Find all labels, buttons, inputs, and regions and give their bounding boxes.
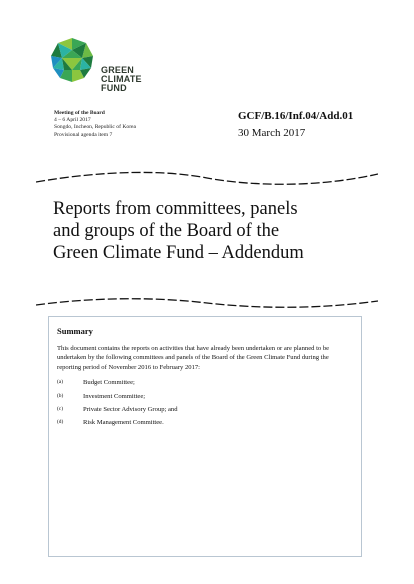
summary-text: This document contains the reports on activities that have already been undertaken or are planned to be undertaken by the following committees and panels of the Board of the Green Climate Fund during the reporting period of November 2016 to February 2017: <box>57 345 330 371</box>
title-line: and groups of the Board of the <box>53 221 280 241</box>
list-label: Budget Committee; <box>83 379 135 387</box>
agenda-item: Provisional agenda item 7 <box>54 131 113 138</box>
list-item <box>57 392 353 401</box>
meeting-dates: 4 – 6 April 2017 <box>54 117 91 124</box>
decorative-curve-bottom <box>36 293 378 313</box>
list-label: Investment Committee; <box>83 392 146 400</box>
list-marker: (c) <box>57 406 63 413</box>
list-item <box>57 418 353 427</box>
document-date: 30 March 2017 <box>238 127 306 139</box>
title-line: Reports from committees, panels <box>53 199 298 219</box>
document-id: GCF/B.16/Inf.04/Add.01 <box>238 110 354 122</box>
green-globe-icon <box>48 36 96 84</box>
list-marker: (d) <box>57 419 64 426</box>
list-item <box>57 378 353 387</box>
title-line: Green Climate Fund – Addendum <box>53 243 304 263</box>
meeting-location: Songdo, Incheon, Republic of Korea <box>54 124 137 131</box>
list-label: Private Sector Advisory Group; and <box>83 406 178 414</box>
logo-wordmark <box>101 66 142 93</box>
logo-line: GREEN <box>101 65 135 75</box>
decorative-curve-top <box>36 168 378 188</box>
summary-heading: Summary <box>57 326 93 336</box>
meeting-name: Meeting of the Board <box>54 110 105 116</box>
list-marker: (a) <box>57 379 63 386</box>
summary-box <box>48 316 362 557</box>
logo-line: CLIMATE <box>101 74 142 84</box>
gcf-logo <box>48 36 168 100</box>
list-label: Risk Management Committee. <box>83 419 164 427</box>
document-reference <box>238 110 362 139</box>
meeting-info <box>54 110 136 139</box>
list-item <box>57 405 353 414</box>
summary-list <box>57 378 353 428</box>
page-title <box>53 198 373 264</box>
list-marker: (b) <box>57 392 64 399</box>
logo-line: FUND <box>101 83 127 93</box>
